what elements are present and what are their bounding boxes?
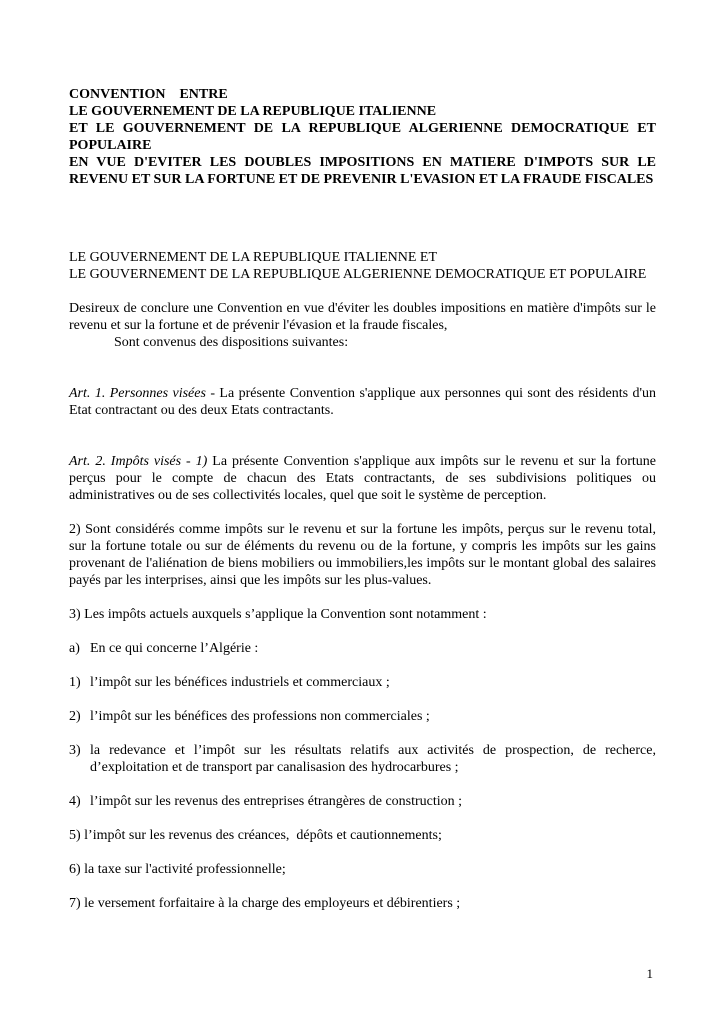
- list-item-number: a): [69, 641, 80, 656]
- list-item: [69, 708, 656, 725]
- list-item-number: 3): [69, 743, 81, 758]
- list-item-number: 4): [69, 794, 81, 809]
- article-2-paragraph-3: 3) Les impôts actuels auxquels s’applique la Convention sont notamment :: [69, 607, 487, 622]
- list-item-6: 6) la taxe sur l'activité professionnelle;: [69, 862, 286, 877]
- document-title: [69, 86, 656, 188]
- list-item: [69, 793, 656, 810]
- parties-line-1: LE GOUVERNEMENT DE LA REPUBLIQUE ITALIENNE ET: [69, 250, 438, 265]
- page-number: 1: [646, 966, 653, 981]
- list-item: [69, 742, 656, 776]
- article-1-heading: Art. 1. Personnes visées: [69, 386, 206, 401]
- list-item-text: la redevance et l’impôt sur les résultats relatifs aux activités de prospection, de recherce, d’exploitation et de transport par canalisasion des hydrocarbures ;: [90, 743, 656, 775]
- list-item-5: 5) l’impôt sur les revenus des créances, dépôts et cautionnements;: [69, 828, 442, 843]
- title-line-1: CONVENTION ENTRE: [69, 87, 228, 102]
- article-2-text: La présente Convention s'applique aux impôts sur le revenu et sur la fortune perçus pour le compte de chacun des Etats contractants, de ses subdivisions politiques ou administratives ou de ses collectivités locales, quel que soit le système de perception.: [69, 454, 656, 503]
- title-line-2: LE GOUVERNEMENT DE LA REPUBLIQUE ITALIENNE: [69, 104, 437, 119]
- list-item: [69, 674, 656, 691]
- article-2-paragraph-1: [69, 453, 656, 504]
- list-item-number: 1): [69, 675, 81, 690]
- parties-line-2: LE GOUVERNEMENT DE LA REPUBLIQUE ALGERIENNE DEMOCRATIQUE ET POPULAIRE: [69, 267, 647, 282]
- list-item-text: l’impôt sur les bénéfices industriels et commerciaux ;: [90, 675, 390, 690]
- convenus-paragraph: Sont convenus des dispositions suivantes:: [114, 335, 349, 350]
- list-item-a: [69, 640, 656, 657]
- list-item-text: l’impôt sur les bénéfices des professions non commerciales ;: [90, 709, 430, 724]
- article-1: [69, 385, 656, 419]
- list-item-number: 2): [69, 709, 81, 724]
- article-2-paragraph-2: 2) Sont considérés comme impôts sur le revenu et sur la fortune les impôts, perçus sur le revenu total, sur la fortune totale ou sur de éléments du revenu ou de la fortune, y compris les impôts sur les gains provenant de l'aliénation de biens mobiliers ou immobiliers,les impôts sur le montant global des salaires payés par les interprises, ainsi que les impôts sur les plus-values.: [69, 522, 656, 588]
- desireux-paragraph: Desireux de conclure une Convention en vue d'éviter les doubles impositions en matière d'impôts sur le revenu et sur la fortune et de prévenir l'évasion et la fraude fiscales,: [69, 301, 656, 333]
- list-item-7: 7) le versement forfaitaire à la charge des employeurs et débirentiers ;: [69, 896, 461, 911]
- list-item-text: l’impôt sur les revenus des entreprises étrangères de construction ;: [90, 794, 463, 809]
- list-item-text: En ce qui concerne l’Algérie :: [90, 641, 259, 656]
- article-2-heading: Art. 2. Impôts visés - 1): [69, 454, 208, 469]
- title-line-3: ET LE GOUVERNEMENT DE LA REPUBLIQUE ALGERIENNE DEMOCRATIQUE ET POPULAIRE: [69, 121, 656, 153]
- page-content: [69, 86, 656, 912]
- title-line-4: EN VUE D'EVITER LES DOUBLES IMPOSITIONS EN MATIERE D'IMPOTS SUR LE REVENU ET SUR LA FORTUNE ET DE PREVENIR L'EVASION ET LA FRAUDE FISCALES: [69, 155, 656, 187]
- article-1-text: - La présente Convention s'applique aux personnes qui sont des résidents d'un Etat contractant ou des deux Etats contractants.: [69, 386, 656, 418]
